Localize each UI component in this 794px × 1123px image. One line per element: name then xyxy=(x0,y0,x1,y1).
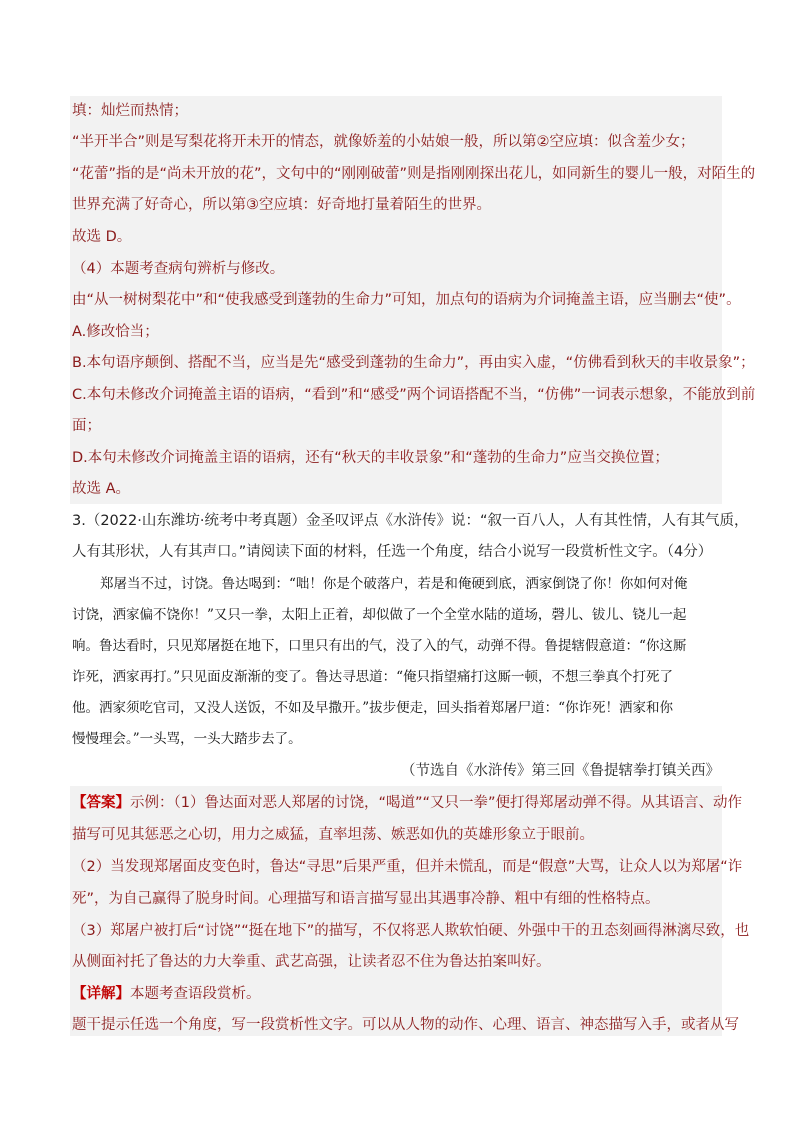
text-line: C.本句未修改介词掩盖主语的语病，“看到”和“感受”两个词语搭配不当，“仿佛”一词表示想象，不能放到前 xyxy=(72,387,756,403)
answer-line: （3）郑屠户被打后“讨饶”“挺在地下”的描写，不仅将恶人欺软怕硬、外强中干的丑态刻画得淋漓尽致，也 xyxy=(72,923,750,939)
answer-line: （2）当发现郑屠面皮变色时，鲁达“寻思”后果严重，但并未慌乱，而是“假意”大骂，让众人以为郑屠“诈 xyxy=(72,859,743,875)
text-line: “花蕾”指的是“尚未开放的花”，文句中的“刚刚破蕾”则是指刚刚探出花儿，如同新生的婴儿一般，对陌生的 xyxy=(72,166,756,182)
answer-line xyxy=(72,792,743,814)
answer-tag: 【答案】 xyxy=(72,795,130,811)
answer-line: 死”，为自己赢得了脱身时间。心理描写和语言描写显出其遇事冷静、粗中有细的性格特点。 xyxy=(72,891,660,907)
excerpt-line: 郑屠当不过，讨饶。鲁达喝到：“咄！你是个破落户，若是和俺硬到底，洒家倒饶了你！你如何对俺 xyxy=(100,576,688,592)
text-line: A.修改恰当； xyxy=(72,324,159,340)
question-text: 3.（2022·山东潍坊·统考中考真题）金圣叹评点《水浒传》说：“叙一百八人，人有其性情，人有其气质， xyxy=(72,513,749,529)
text-line: 故选 D。 xyxy=(72,229,132,245)
question-text: 人有其形状，人有其声口。”请阅读下面的材料，任选一个角度，结合小说写一段赏析性文字。（4分） xyxy=(72,544,713,560)
text-line: 填：灿烂而热情； xyxy=(72,103,188,119)
text-line: （4）本题考查病句辨析与修改。 xyxy=(72,261,285,277)
source-citation: （节选自《水浒传》第三回《鲁提辖拳打镇关西》 xyxy=(401,763,720,779)
detail-tag: 【详解】 xyxy=(72,986,130,1002)
text-line: 世界充满了好奇心，所以第③空应填：好奇地打量着陌生的世界。 xyxy=(72,197,491,213)
answer-line: 描写可见其惩恶之心切，用力之威猛，直率坦荡、嫉恶如仇的英雄形象立于眼前。 xyxy=(72,827,594,843)
text-line: 面； xyxy=(72,418,101,434)
excerpt-line: 讨饶，洒家偏不饶你！”又只一拳，太阳上正着，却似做了一个全堂水陆的道场，磬儿、钹儿、铙儿一起 xyxy=(72,607,687,623)
excerpt-line: 诈死，洒家再打。”只见面皮渐渐的变了。鲁达寻思道：“俺只指望痛打这厮一顿，不想三拳真个打死了 xyxy=(72,669,674,685)
excerpt-line: 慢慢理会。”一头骂，一头大踏步去了。 xyxy=(72,731,302,747)
detail-text: 本题考查语段赏析。 xyxy=(130,986,261,1002)
excerpt-line: 响。鲁达看时，只见郑屠挺在地下，口里只有出的气，没了入的气，动弹不得。鲁提辖假意道：“你这厮 xyxy=(72,638,687,654)
detail-line: 题干提示任选一个角度，写一段赏析性文字。可以从人物的动作、心理、语言、神态描写入手，或者从写 xyxy=(72,1017,739,1033)
answer-line: 从侧面衬托了鲁达的力大拳重、武艺高强，让读者忍不住为鲁达拍案叫好。 xyxy=(72,954,551,970)
detail-line xyxy=(72,983,724,1005)
text-line: “半开半合”则是写梨花将开未开的情态，就像娇羞的小姑娘一般，所以第②空应填：似含羞少女； xyxy=(72,134,695,150)
excerpt-line: 他。洒家须吃官司，又没人送饭，不如及早撒开。”拔步便走，回头指着郑屠尸道：“你诈死！洒家和你 xyxy=(72,700,674,716)
text-line: D.本句未修改介词掩盖主语的语病，还有“秋天的丰收景象”和“蓬勃的生命力”应当交换位置； xyxy=(72,450,669,466)
text-line: 由“从一树树梨花中”和“使我感受到蓬勃的生命力”可知，加点句的语病为介词掩盖主语，应当删去“使”。 xyxy=(72,292,741,308)
answer-text: 示例：（1）鲁达面对恶人郑屠的讨饶，“喝道”“又只一拳”便打得郑屠动弹不得。从其语言、动作 xyxy=(130,795,743,811)
text-line: B.本句语序颠倒、搭配不当，应当是先“感受到蓬勃的生命力”，再由实入虚，“仿佛看到秋天的丰收景象”； xyxy=(72,355,755,371)
text-line: 故选 A。 xyxy=(72,481,131,497)
